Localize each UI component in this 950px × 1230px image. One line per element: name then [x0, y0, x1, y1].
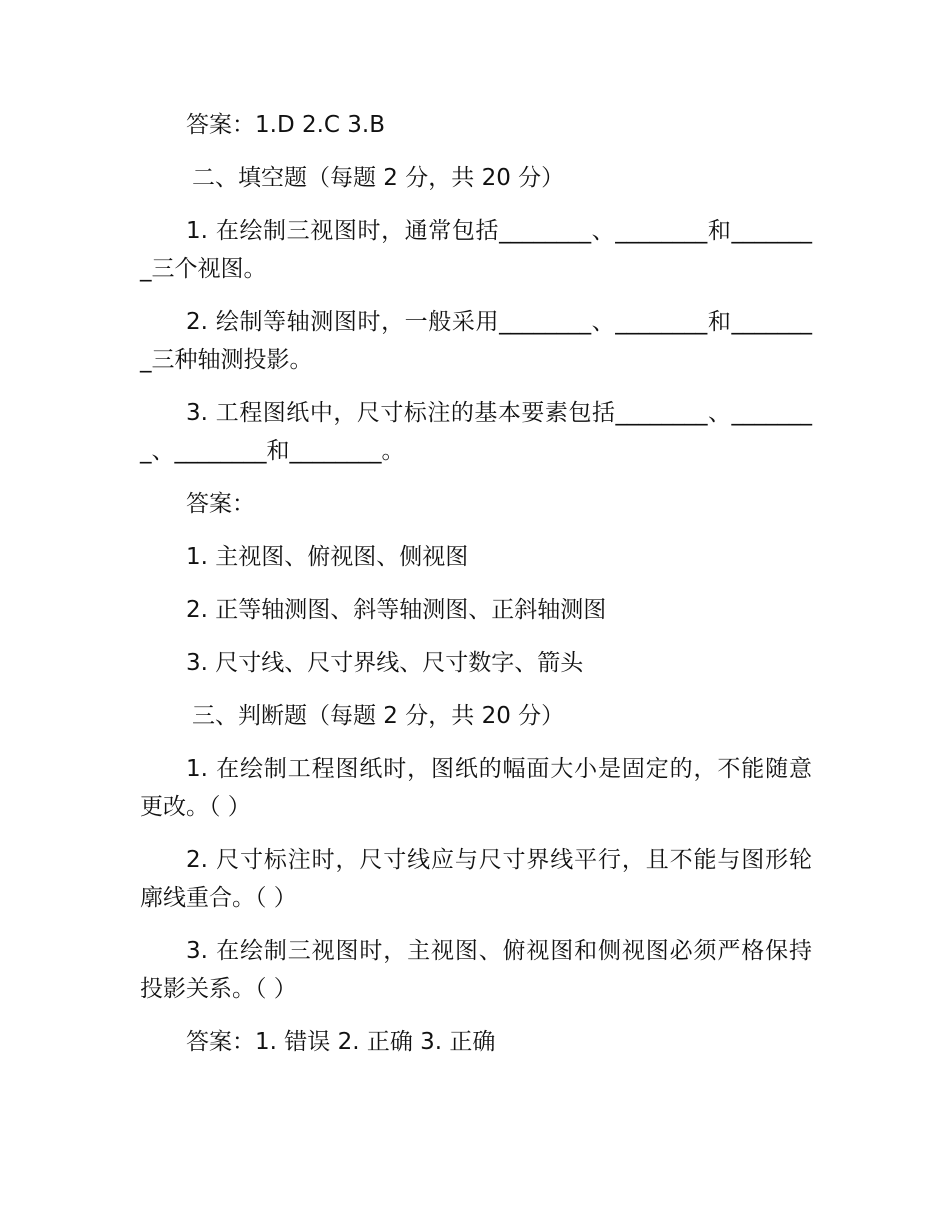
section2-heading: 二、填空题（每题 2 分，共 20 分）	[192, 165, 565, 191]
fill-question-3: 3. 工程图纸中，尺寸标注的基本要素包括________、________、________和________。	[140, 400, 812, 464]
fill-question-1: 1. 在绘制三视图时，通常包括________、________和________三个视图。	[140, 218, 812, 282]
judge-question-1: 1. 在绘制工程图纸时，图纸的幅面大小是固定的，不能随意更改。（ ）	[140, 756, 812, 820]
judge-question-2: 2. 尺寸标注时，尺寸线应与尺寸界线平行，且不能与图形轮廓线重合。（ ）	[140, 847, 812, 911]
section2-answer-label: 答案：	[186, 491, 255, 517]
section3-answer: 答案：1. 错误 2. 正确 3. 正确	[186, 1029, 496, 1055]
judge-question-3: 3. 在绘制三视图时，主视图、俯视图和侧视图必须严格保持投影关系。（ ）	[140, 938, 812, 1002]
section3-heading: 三、判断题（每题 2 分，共 20 分）	[192, 703, 565, 729]
fill-answer-1: 1. 主视图、俯视图、侧视图	[186, 544, 469, 570]
fill-question-2: 2. 绘制等轴测图时，一般采用________、________和________三种轴测投影。	[140, 309, 812, 373]
document-page	[140, 106, 812, 1076]
fill-answer-2: 2. 正等轴测图、斜等轴测图、正斜轴测图	[186, 597, 607, 623]
section1-answer: 答案：1.D 2.C 3.B	[186, 112, 386, 138]
fill-answer-3: 3. 尺寸线、尺寸界线、尺寸数字、箭头	[186, 650, 584, 676]
